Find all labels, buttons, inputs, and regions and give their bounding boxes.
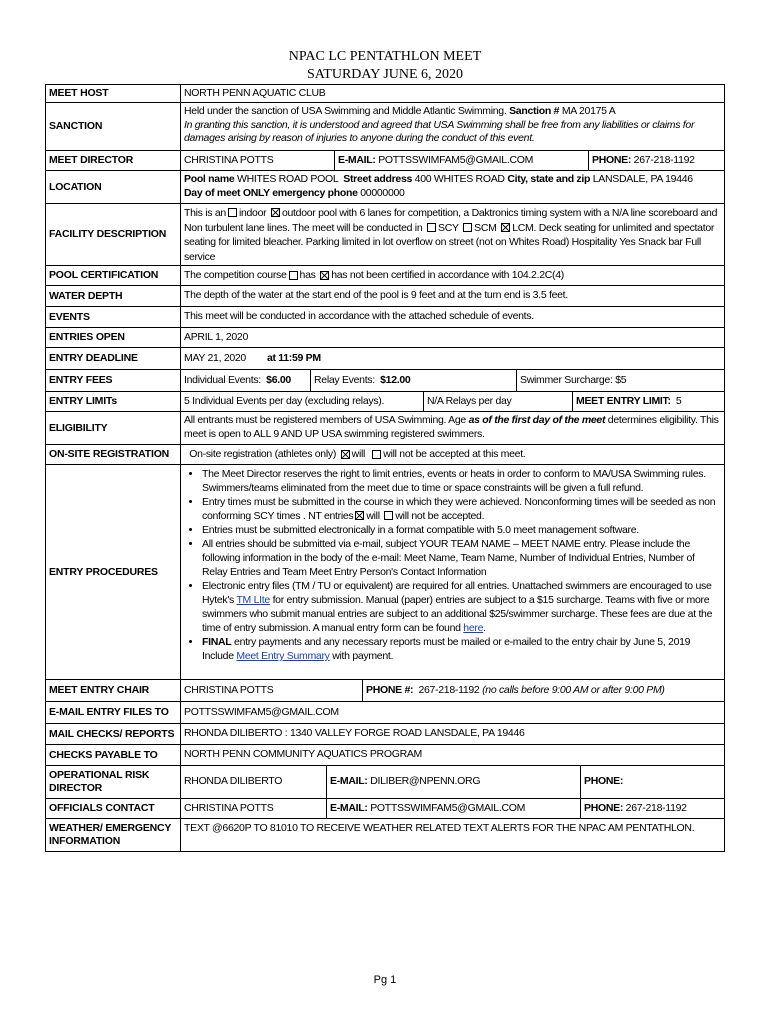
value-pool-cert: The competition course has has not been certified in accordance with 104.2.2C(4)	[184, 268, 564, 281]
meet-director-email: E-MAIL: POTTSSWIMFAM5@GMAIL.COM	[335, 151, 589, 170]
row-location	[46, 171, 724, 204]
list-item: • All entries should be submitted via e-mail, subject YOUR TEAM NAME – MEET NAME entry. Please include the following information in the body of the e-mail: Meet Name, Team Name, Number of Individual Entries, Number of Relay Entries and Team Meet Entry Person's Contact Information	[202, 537, 721, 579]
value-entry-deadline: MAY 21, 2020 at 11:59 PM	[184, 351, 321, 364]
indoor-checkbox[interactable]	[228, 208, 237, 217]
onsite-will-not-checkbox[interactable]	[372, 450, 381, 459]
value-water-depth: The depth of the water at the start end of the pool is 9 feet and at the turn end is 3.5 feet.	[184, 289, 568, 302]
entry-procedures-list	[184, 467, 721, 663]
row-facility	[46, 204, 724, 266]
entry-chair-name: CHRISTINA POTTS	[181, 680, 363, 701]
risk-director-phone: PHONE:	[584, 775, 624, 788]
nt-will-checkbox[interactable]	[355, 511, 364, 520]
officials-contact-phone: PHONE: 267-218-1192	[584, 801, 687, 814]
scm-checkbox[interactable]	[463, 223, 472, 232]
label-facility: FACILITY DESCRIPTION	[46, 204, 181, 265]
value-eligibility: All entrants must be registered members of USA Swimming. Age as of the first day of the meet determines eligibility. This meet is open to ALL 9 AND UP USA swimming registered swimmers.	[184, 414, 719, 440]
list-item: • Entries must be submitted electronically in a format compatible with 5.0 meet management software.	[202, 523, 721, 537]
value-sanction	[181, 103, 724, 150]
meet-date: SATURDAY JUNE 6, 2020	[306, 67, 464, 82]
row-mail-checks	[46, 724, 724, 745]
scy-checkbox[interactable]	[427, 223, 436, 232]
label-entry-fees: ENTRY FEES	[46, 370, 181, 391]
value-entry-procedures	[181, 465, 724, 679]
value-onsite-registration: On-site registration (athletes only) will will not be accepted at this meet.	[189, 447, 526, 460]
row-risk-director	[46, 766, 724, 799]
label-entries-open: ENTRIES OPEN	[46, 328, 181, 347]
row-pool-cert	[46, 266, 724, 286]
value-weather-emergency: TEXT @6620P TO 81010 TO RECEIVE WEATHER RELATED TEXT ALERTS FOR THE NPAC AM PENTATHLON.	[184, 822, 695, 834]
manual-entry-form-link[interactable]: here	[463, 622, 484, 634]
list-item: • The Meet Director reserves the right to limit entries, events or heats in order to conform to MA/USA Swimming rules. Swimmers/teams eliminated from the meet due to time or space constraints will be given a full refund.	[202, 467, 721, 495]
sanction-number-label: Sanction #	[509, 105, 560, 117]
value-checks-payable: NORTH PENN COMMUNITY AQUATICS PROGRAM	[184, 748, 423, 761]
has-certified-checkbox[interactable]	[289, 271, 298, 280]
row-entry-chair	[46, 680, 724, 702]
individual-events-limit: 5 Individual Events per day (excluding relays).	[181, 392, 424, 411]
row-onsite-registration	[46, 445, 724, 465]
risk-director-name: RHONDA DILIBERTO	[181, 766, 327, 798]
label-email-entry-files: E-MAIL ENTRY FILES TO	[46, 702, 181, 723]
value-facility: This is an indoor outdoor pool with 6 lanes for competition, a Daktronics timing system with a N/A line scoreboard and Non turbulent lane lines. The meet will be conducted in SCY SCM LCM. Deck seating for unlimited and spectator seating for limited bleacher. Parking limited in lot overflow on street (not on Whites Road) Hospitality Yes Snack bar Full service	[184, 207, 718, 263]
row-sanction	[46, 103, 724, 151]
label-location: LOCATION	[46, 171, 181, 203]
has-not-certified-checkbox[interactable]	[320, 271, 329, 280]
officials-contact-email: E-MAIL: POTTSSWIMFAM5@GMAIL.COM	[327, 799, 581, 818]
meet-info-table	[45, 84, 725, 852]
sanction-liability-text: In granting this sanction, it is understood and agreed that USA Swimming shall be free from any liabilities or claims for damages arising by reason of injuries to anyone during the conduct of this event.	[184, 118, 695, 144]
row-events	[46, 307, 724, 328]
onsite-will-checkbox[interactable]	[341, 450, 350, 459]
row-entry-limits	[46, 392, 724, 412]
list-item: • Electronic entry files (TM / TU or equivalent) are required for all entries. Unattached swimmers are encouraged to use Hytek's TM LIte for entry submission. Manual (paper) entries are subject to a $15 surcharge. Teams with five or more swimmers who submit manual entries are subject to an additional $25/swimmer surcharge. These fees are due at the time of entry submission. A manual entry form can be found here.	[202, 579, 721, 635]
nt-will-not-checkbox[interactable]	[384, 511, 393, 520]
lcm-checkbox[interactable]	[501, 223, 510, 232]
meet-director-phone: PHONE: 267-218-1192	[592, 153, 695, 166]
meet-director-name: CHRISTINA POTTS	[181, 151, 335, 170]
meet-entry-limit: MEET ENTRY LIMIT: 5	[576, 394, 682, 407]
value-location: Pool name WHITES ROAD POOL Street address 400 WHITES ROAD City, state and zip LANSDALE, PA 19446 Day of meet ONLY emergency phone 00000000	[184, 173, 693, 199]
list-item: • FINAL entry payments and any necessary reports must be mailed or e-mailed to the entry chair by June 5, 2019 Include Meet Entry Summary with payment.	[202, 635, 721, 663]
label-water-depth: WATER DEPTH	[46, 286, 181, 306]
officials-contact-name: CHRISTINA POTTS	[181, 799, 327, 818]
row-meet-host	[46, 85, 724, 103]
row-checks-payable	[46, 745, 724, 766]
individual-fee: Individual Events: $6.00	[181, 370, 311, 391]
label-meet-host: MEET HOST	[46, 85, 181, 102]
row-officials-contact	[46, 799, 724, 819]
value-email-entry-files: POTTSSWIMFAM5@GMAIL.COM	[184, 705, 339, 718]
row-email-entry-files	[46, 702, 724, 724]
label-checks-payable: CHECKS PAYABLE TO	[46, 745, 181, 765]
meet-title: NPAC LC PENTATHLON MEET	[288, 49, 482, 64]
outdoor-checkbox[interactable]	[271, 208, 280, 217]
value-meet-host: NORTH PENN AQUATIC CLUB	[184, 86, 326, 99]
sanction-text: Held under the sanction of USA Swimming and Middle Atlantic Swimming.	[184, 105, 507, 117]
row-meet-director	[46, 151, 724, 171]
label-officials-contact: OFFICIALS CONTACT	[46, 799, 181, 818]
label-entry-procedures: ENTRY PROCEDURES	[46, 465, 181, 679]
label-pool-cert: POOL CERTIFICATION	[46, 266, 181, 285]
risk-director-email: E-MAIL: DILIBER@NPENN.ORG	[327, 766, 581, 798]
sanction-number: MA 20175 A	[561, 105, 616, 117]
row-weather-emergency	[46, 819, 724, 852]
label-mail-checks: MAIL CHECKS/ REPORTS	[46, 724, 181, 744]
label-entry-limits: ENTRY LIMITs	[46, 392, 181, 411]
list-item: • Entry times must be submitted in the course in which they were achieved. Nonconforming times will be seeded as non conforming SCY times . NT entries will will not be accepted.	[202, 495, 721, 523]
row-entries-open	[46, 328, 724, 348]
label-entry-deadline: ENTRY DEADLINE	[46, 348, 181, 369]
tm-lite-link[interactable]: TM LIte	[236, 594, 270, 606]
meet-entry-summary-link[interactable]: Meet Entry Summary	[236, 650, 330, 662]
value-events: This meet will be conducted in accordance with the attached schedule of events.	[184, 310, 534, 323]
row-entry-fees	[46, 370, 724, 392]
label-eligibility: ELIGIBILITY	[46, 412, 181, 444]
entry-chair-phone: PHONE #: 267-218-1192 (no calls before 9:00 AM or after 9:00 PM)	[366, 683, 665, 696]
relay-fee: Relay Events: $12.00	[311, 370, 517, 391]
label-onsite-registration: ON-SITE REGISTRATION	[46, 445, 181, 464]
value-mail-checks: RHONDA DILIBERTO : 1340 VALLEY FORGE ROAD LANSDALE, PA 19446	[184, 727, 525, 740]
label-entry-chair: MEET ENTRY CHAIR	[46, 680, 181, 701]
relays-limit: N/A Relays per day	[424, 392, 573, 411]
page-number: Pg 1	[373, 974, 397, 986]
label-meet-director: MEET DIRECTOR	[46, 151, 181, 170]
swimmer-surcharge: Swimmer Surcharge: $5	[520, 373, 627, 386]
row-entry-deadline	[46, 348, 724, 370]
row-water-depth	[46, 286, 724, 307]
label-weather-emergency: WEATHER/ EMERGENCY INFORMATION	[46, 819, 181, 851]
label-risk-director: OPERATIONAL RISK DIRECTOR	[46, 766, 181, 798]
value-entries-open: APRIL 1, 2020	[184, 330, 249, 343]
row-eligibility	[46, 412, 724, 445]
row-entry-procedures	[46, 465, 724, 680]
label-sanction: SANCTION	[46, 103, 181, 150]
label-events: EVENTS	[46, 307, 181, 327]
